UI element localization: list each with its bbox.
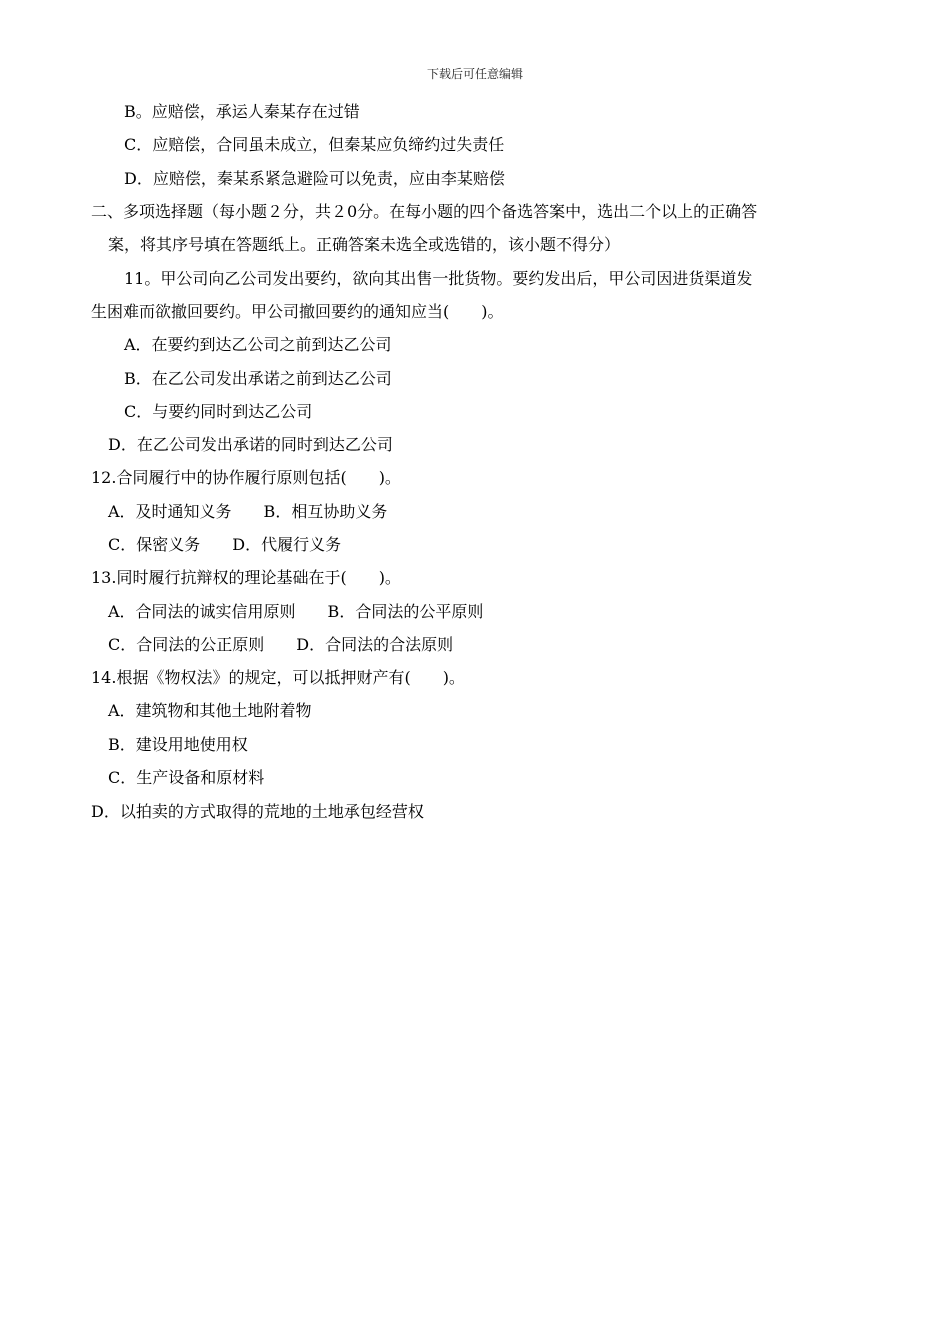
option-line: D．应赔偿，秦某系紧急避险可以免责，应由李某赔偿 xyxy=(124,169,505,188)
option-line: A．建筑物和其他土地附着物 xyxy=(108,701,312,720)
option-line: B．在乙公司发出承诺之前到达乙公司 xyxy=(124,369,392,388)
option-line: A．合同法的诚实信用原则 B．合同法的公平原则 xyxy=(108,602,484,621)
option-line: C．应赔偿，合同虽未成立，但秦某应负缔约过失责任 xyxy=(124,135,505,154)
option-line: C．保密义务 D．代履行义务 xyxy=(108,535,342,554)
option-line: B。应赔偿，承运人秦某存在过错 xyxy=(124,102,360,121)
option-line: C．合同法的公正原则 D．合同法的合法原则 xyxy=(108,635,454,654)
option-line: C．与要约同时到达乙公司 xyxy=(124,402,313,421)
option-line: D．在乙公司发出承诺的同时到达乙公司 xyxy=(108,435,393,454)
question-11: 11。甲公司向乙公司发出要约，欲向其出售一批货物。要约发出后，甲公司因进货渠道发 xyxy=(124,269,753,288)
section-heading: 二、多项选择题（每小题２分，共２0分。在每小题的四个备选答案中，选出二个以上的正确答 xyxy=(91,202,758,221)
option-line: D．以拍卖的方式取得的荒地的土地承包经营权 xyxy=(91,802,424,821)
question-11-continued: 生困难而欲撤回要约。甲公司撤回要约的通知应当( )。 xyxy=(91,302,504,321)
question-13: 13.同时履行抗辩权的理论基础在于( )。 xyxy=(91,568,401,587)
option-line: A．在要约到达乙公司之前到达乙公司 xyxy=(124,335,392,354)
page-header: 下载后可任意编辑 xyxy=(426,67,523,81)
option-line: C．生产设备和原材料 xyxy=(108,768,265,787)
question-12: 12.合同履行中的协作履行原则包括( )。 xyxy=(91,468,401,487)
option-line: A．及时通知义务 B．相互协助义务 xyxy=(108,502,388,521)
section-heading-continued: 案，将其序号填在答题纸上。正确答案未选全或选错的，该小题不得分） xyxy=(108,235,621,254)
option-line: B．建设用地使用权 xyxy=(108,735,248,754)
question-14: 14.根据《物权法》的规定，可以抵押财产有( )。 xyxy=(91,668,465,687)
